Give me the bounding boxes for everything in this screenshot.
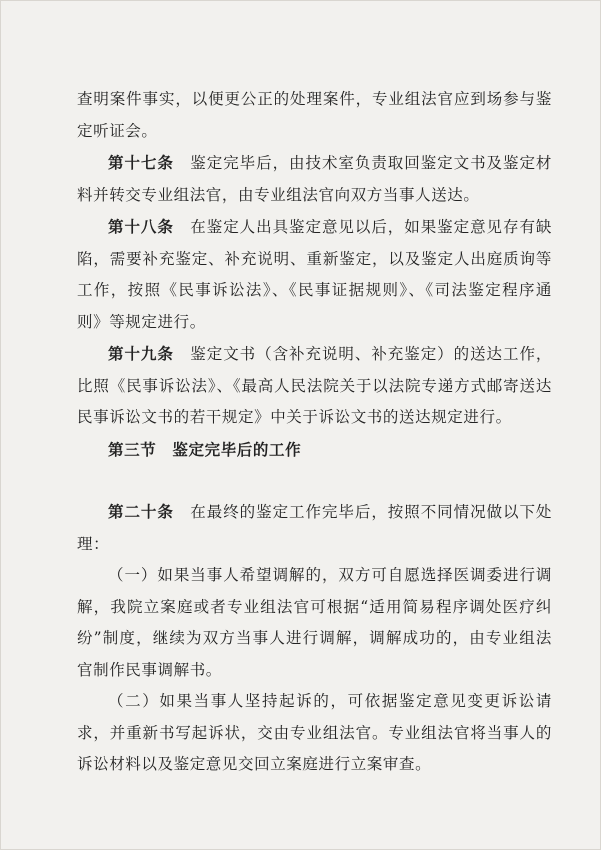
article-18-label: 第十八条 bbox=[108, 217, 174, 236]
article-19-label: 第十九条 bbox=[108, 344, 174, 363]
article-18-text: 在鉴定人出具鉴定意见以后，如果鉴定意见存有缺陷，需要补充鉴定、补充说明、重新鉴定，以及鉴定人出庭质询等工作，按照《民事诉讼法》、《民事证据规则》、《司法鉴定程序通则》等规定进行。 bbox=[77, 218, 552, 331]
article-18 bbox=[77, 211, 552, 338]
article-20 bbox=[77, 496, 552, 560]
document-body bbox=[77, 84, 552, 781]
article-19-text: 鉴定文书（含补充说明、补充鉴定）的送达工作，比照《民事诉讼法》、《最高人民法院关于以法院专递方式邮寄送达民事诉讼文书的若干规定》中关于诉讼文书的送达规定进行。 bbox=[77, 345, 552, 426]
list-item-1: （一）如果当事人希望调解的，双方可自愿选择医调委进行调解，我院立案庭或者专业组法官可根据“适用简易程序调处医疗纠纷”制度，继续为双方当事人进行调解，调解成功的，由专业组法官制作民事调解书。 bbox=[77, 566, 552, 679]
article-17 bbox=[77, 147, 552, 211]
article-17-label: 第十七条 bbox=[108, 153, 174, 172]
article-17-text: 鉴定完毕后，由技术室负责取回鉴定文书及鉴定材料并转交专业组法官，由专业组法官向双方当事人送达。 bbox=[77, 154, 552, 204]
article-20-label: 第二十条 bbox=[108, 502, 174, 521]
article-19 bbox=[77, 338, 552, 434]
article-20-text: 在最终的鉴定工作完毕后，按照不同情况做以下处理： bbox=[77, 503, 552, 553]
paragraph-continuation: 查明案件事实，以便更公正的处理案件，专业组法官应到场参与鉴定听证会。 bbox=[77, 90, 552, 140]
list-item-2: （二）如果当事人坚持起诉的，可依据鉴定意见变更诉讼请求，并重新书写起诉状，交由专业组法官。专业组法官将当事人的诉讼材料以及鉴定意见交回立案庭进行立案审查。 bbox=[77, 692, 552, 773]
section-3-title: 第三节 鉴定完毕后的工作 bbox=[108, 439, 302, 459]
